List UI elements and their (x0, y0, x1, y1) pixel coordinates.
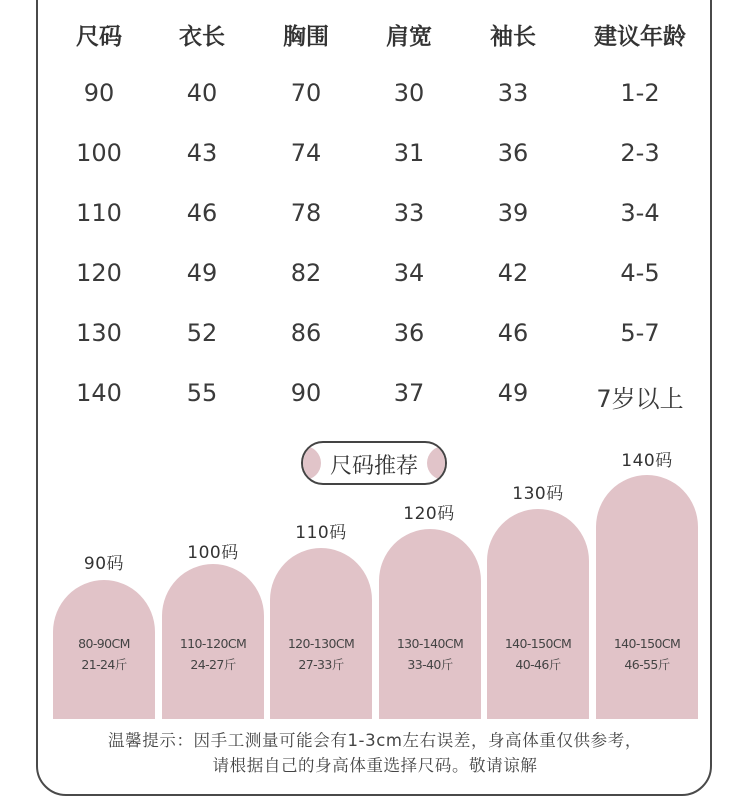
bar-weight-range: 24-27斤 (190, 657, 236, 672)
bar-height-range: 110-120CM (179, 636, 247, 651)
table-cell: 43 (186, 139, 218, 167)
table-cell: 30 (393, 79, 425, 107)
bar-size-label: 110码 (295, 523, 347, 543)
table-cell: 49 (186, 259, 218, 287)
table-cell: 86 (290, 319, 322, 347)
table-cell: 37 (393, 379, 425, 407)
table-cell: 78 (290, 199, 322, 227)
table-cell: 46 (497, 319, 529, 347)
bar-weight-range: 21-24斤 (81, 657, 127, 672)
header-sleeve: 袖长 (490, 24, 536, 50)
bar-size-label: 130码 (512, 484, 564, 504)
table-cell: 110 (76, 199, 122, 227)
size-bar-140 (596, 475, 698, 719)
header-shoulder: 肩宽 (386, 24, 432, 50)
table-cell: 5-7 (620, 319, 660, 347)
bar-height-range: 120-130CM (287, 636, 355, 651)
size-bar-120 (379, 529, 481, 719)
tip-line-2: 请根据自己的身高体重选择尺码。敬请谅解 (212, 756, 538, 775)
size-bar-90 (53, 580, 155, 719)
table-cell: 52 (186, 319, 218, 347)
table-cell: 70 (290, 79, 322, 107)
bar-weight-range: 40-46斤 (515, 657, 561, 672)
bar-height-range: 130-140CM (396, 636, 464, 651)
bar-size-label: 90码 (83, 554, 125, 574)
table-cell: 7岁以上 (596, 385, 684, 413)
bar-size-label: 120码 (403, 504, 455, 524)
bar-weight-range: 33-40斤 (407, 657, 453, 672)
table-cell: 42 (497, 259, 529, 287)
header-age: 建议年龄 (594, 24, 686, 50)
table-cell: 130 (76, 319, 122, 347)
table-cell: 4-5 (620, 259, 660, 287)
table-cell: 74 (290, 139, 322, 167)
table-cell: 140 (76, 379, 122, 407)
table-cell: 82 (290, 259, 322, 287)
size-bar-100 (162, 564, 264, 719)
table-cell: 2-3 (620, 139, 660, 167)
table-cell: 31 (393, 139, 425, 167)
table-cell: 33 (393, 199, 425, 227)
table-cell: 90 (290, 379, 322, 407)
table-cell: 55 (186, 379, 218, 407)
size-bar-130 (487, 509, 589, 719)
table-cell: 34 (393, 259, 425, 287)
table-cell: 90 (83, 79, 115, 107)
table-cell: 40 (186, 79, 218, 107)
size-recommend-label: 尺码推荐 (329, 454, 418, 479)
header-size: 尺码 (76, 24, 122, 50)
bar-size-label: 140码 (621, 451, 673, 471)
header-chest: 胸围 (283, 24, 329, 50)
bar-height-range: 80-90CM (78, 636, 130, 651)
size-recommend-title (301, 441, 447, 485)
bar-height-range: 140-150CM (613, 636, 681, 651)
table-cell: 1-2 (620, 79, 660, 107)
table-cell: 120 (76, 259, 122, 287)
table-cell: 36 (497, 139, 529, 167)
table-cell: 33 (497, 79, 529, 107)
bar-weight-range: 46-55斤 (624, 657, 670, 672)
bar-height-range: 140-150CM (504, 636, 572, 651)
bar-size-label: 100码 (187, 543, 239, 563)
tip-line-1: 温馨提示：因手工测量可能会有1-3cm左右误差，身高体重仅供参考， (108, 731, 642, 750)
table-cell: 39 (497, 199, 529, 227)
table-cell: 46 (186, 199, 218, 227)
size-bar-110 (270, 548, 372, 719)
header-length: 衣长 (179, 24, 225, 50)
table-cell: 3-4 (620, 199, 660, 227)
bar-weight-range: 27-33斤 (298, 657, 344, 672)
table-cell: 36 (393, 319, 425, 347)
table-cell: 100 (76, 139, 122, 167)
table-cell: 49 (497, 379, 529, 407)
